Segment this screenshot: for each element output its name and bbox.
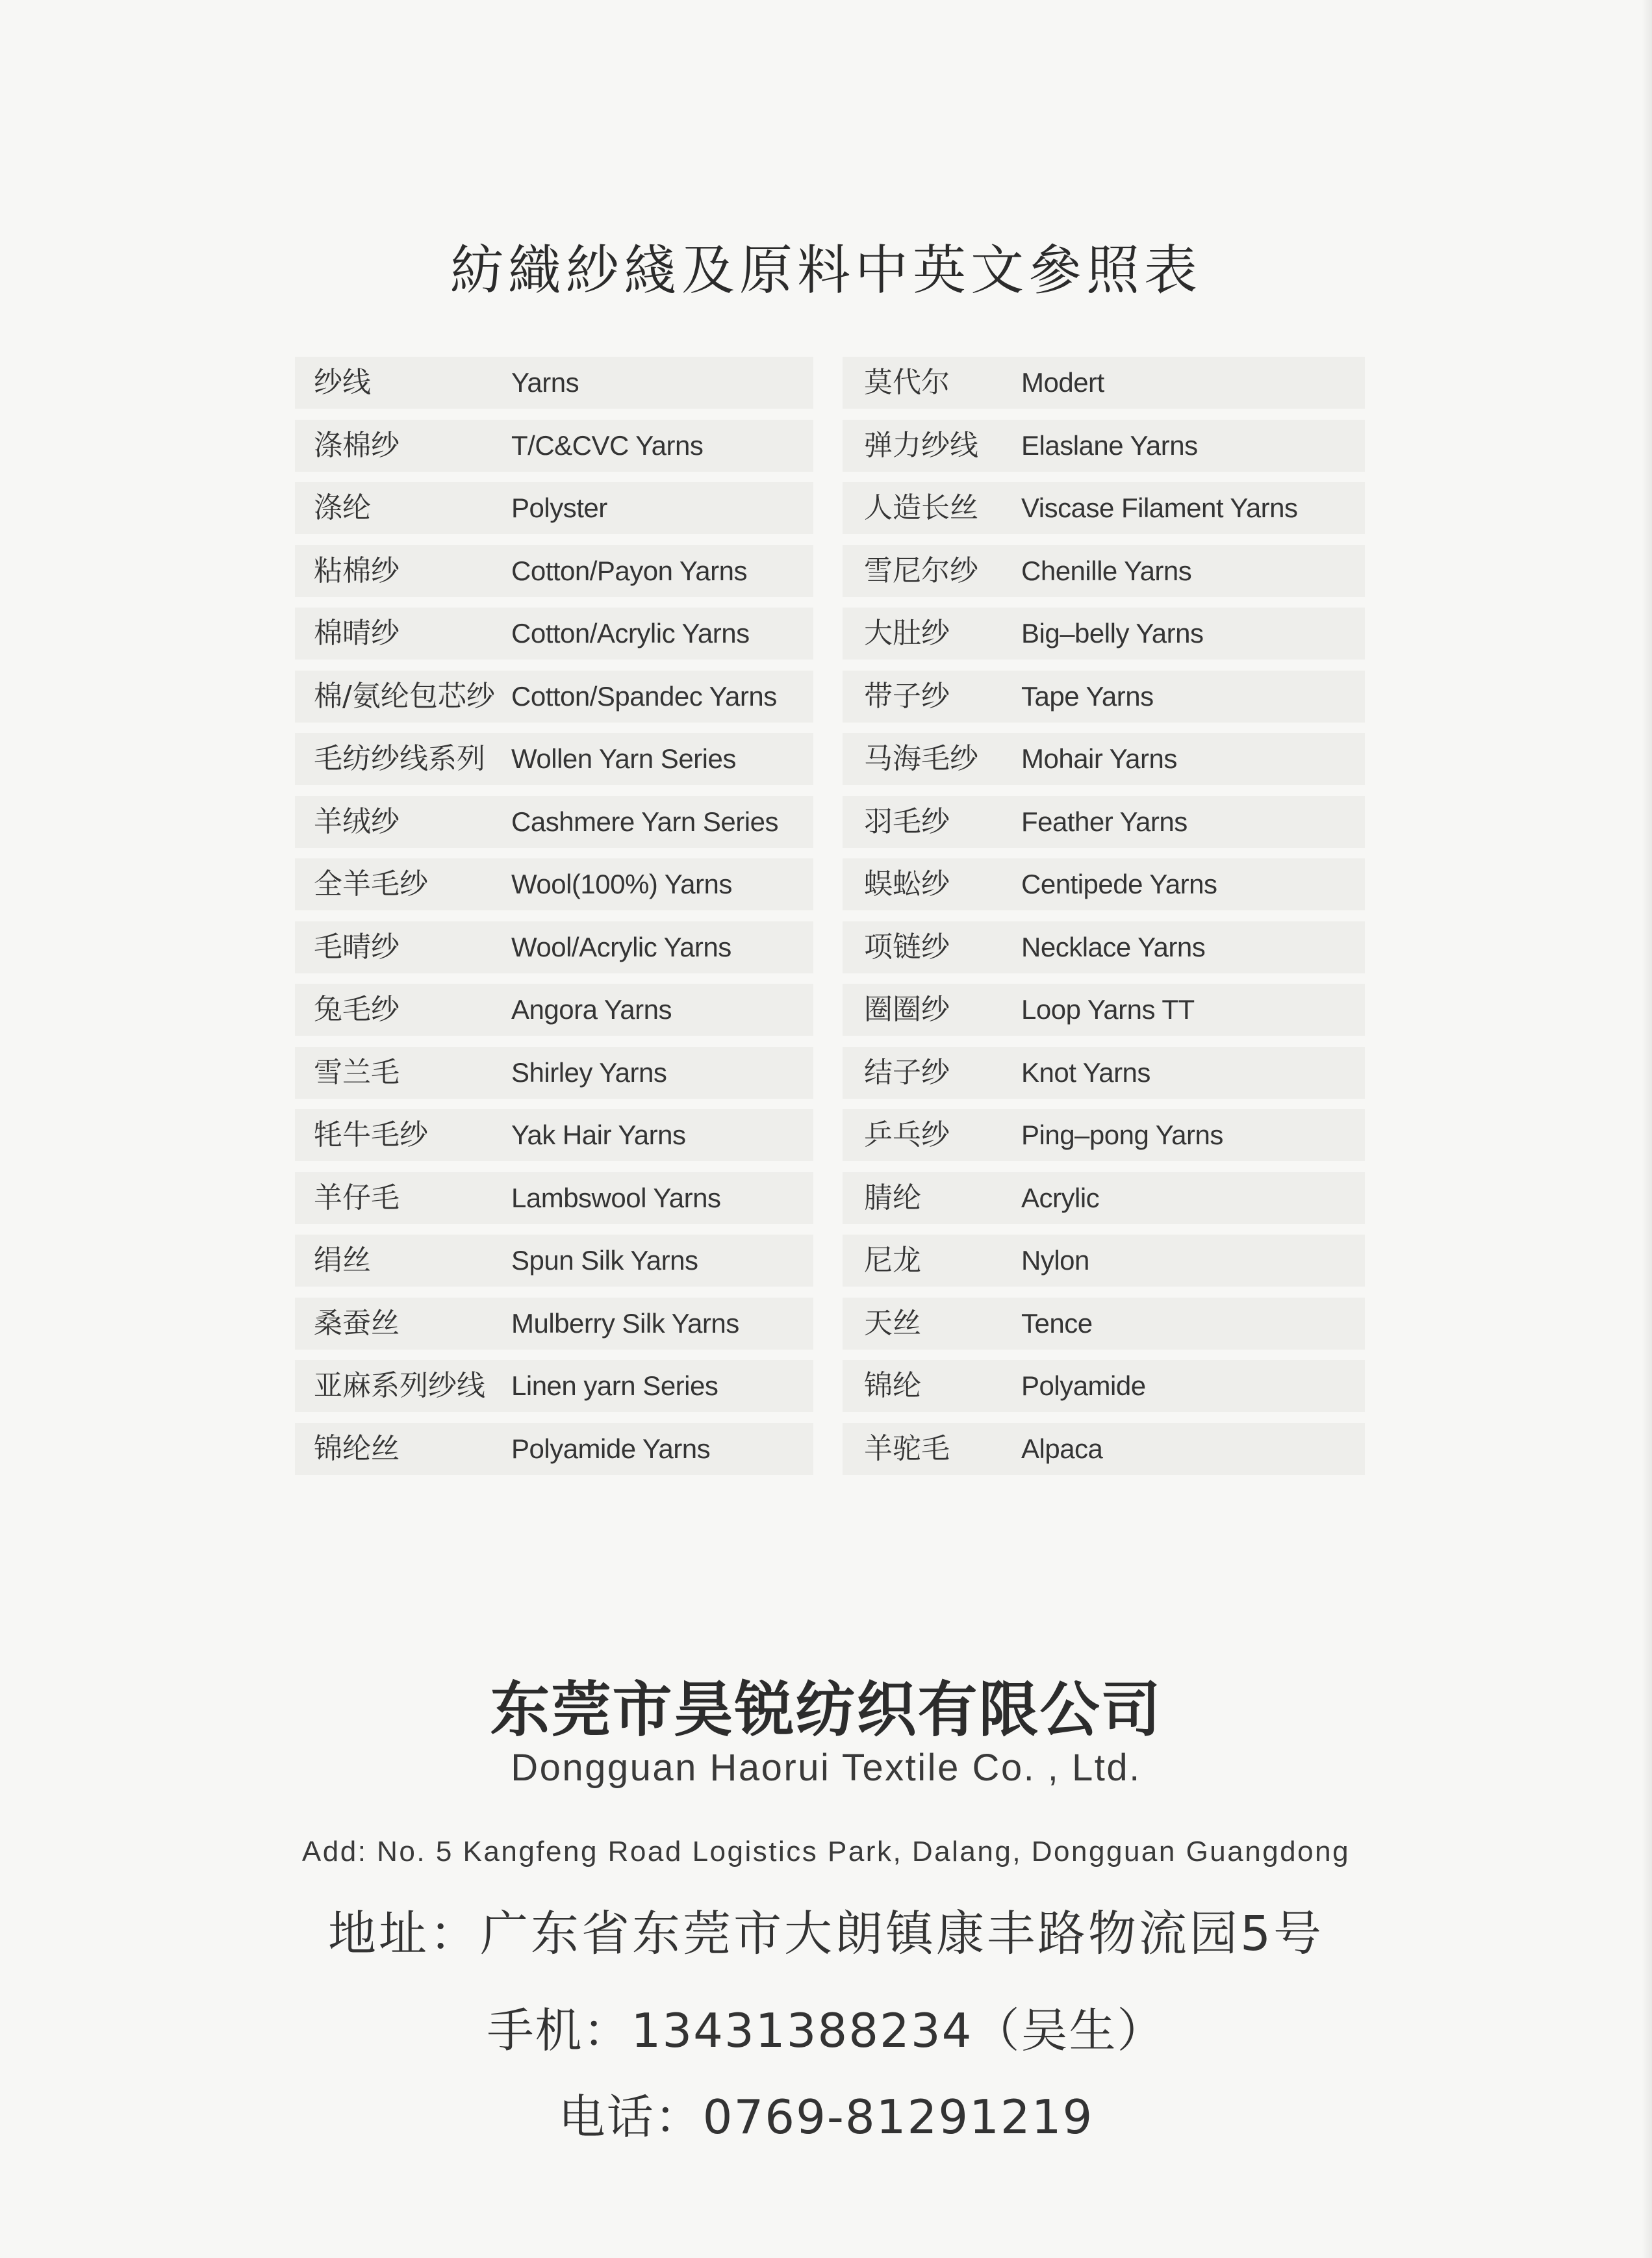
term-zh: 尼龙 — [864, 1244, 921, 1277]
term-en: Wool/Acrylic Yarns — [511, 931, 731, 962]
term-en: Yarns — [511, 367, 579, 398]
term-en: Wollen Yarn Series — [511, 743, 736, 774]
term-en: Polyamide Yarns — [511, 1433, 711, 1464]
term-en: Cotton/Spandec Yarns — [511, 680, 777, 712]
table-row — [295, 921, 813, 973]
table-row — [843, 921, 1365, 973]
term-zh: 全羊毛纱 — [314, 867, 428, 901]
term-en: Cashmere Yarn Series — [511, 806, 778, 837]
table-row — [295, 1235, 813, 1287]
table-row — [843, 1235, 1365, 1287]
term-en: Necklace Yarns — [1021, 931, 1206, 962]
term-zh: 结子纱 — [864, 1055, 950, 1089]
term-zh: 羊驼毛 — [864, 1431, 950, 1465]
term-en: Spun Silk Yarns — [511, 1245, 698, 1276]
term-en: Acrylic — [1021, 1182, 1100, 1213]
table-row — [295, 1360, 813, 1412]
table-row — [843, 545, 1365, 597]
term-zh: 兔毛纱 — [314, 993, 400, 1026]
term-zh: 圈圈纱 — [864, 993, 950, 1026]
table-row — [295, 420, 813, 472]
term-zh: 锦纶 — [864, 1369, 921, 1402]
term-en: Centipede Yarns — [1021, 869, 1217, 899]
table-row — [295, 1109, 813, 1161]
term-en: Polyster — [511, 493, 607, 523]
table-row — [843, 420, 1365, 472]
term-zh: 项链纱 — [864, 930, 950, 964]
table-row — [843, 984, 1365, 1036]
term-zh: 棉/氨纶包芯纱 — [314, 679, 495, 713]
term-en: T/C&CVC Yarns — [511, 430, 704, 461]
table-row — [843, 733, 1365, 785]
term-en: Big–belly Yarns — [1021, 618, 1204, 648]
table-row — [843, 796, 1365, 848]
term-zh: 锦纶丝 — [314, 1431, 400, 1465]
term-en: Wool(100%) Yarns — [511, 869, 732, 899]
term-zh: 毛晴纱 — [314, 930, 400, 964]
phone-number: 电话：0769-81291219 — [558, 2090, 1094, 2144]
page-title: 紡織紗綫及原料中英文參照表 — [450, 240, 1202, 301]
term-en: Lambswool Yarns — [511, 1182, 721, 1213]
term-zh: 乒乓纱 — [864, 1118, 950, 1151]
term-zh: 棉晴纱 — [314, 617, 400, 650]
table-row — [295, 482, 813, 534]
table-row — [843, 1047, 1365, 1099]
term-zh: 牦牛毛纱 — [314, 1118, 428, 1151]
company-name-en: Dongguan Haorui Textile Co. , Ltd. — [511, 1747, 1141, 1789]
company-name-zh: 东莞市昊锐纺织有限公司 — [490, 1675, 1162, 1745]
term-zh: 带子纱 — [864, 679, 950, 713]
term-zh: 毛纺纱线系列 — [314, 742, 485, 775]
table-row — [843, 357, 1365, 409]
term-zh: 羽毛纱 — [864, 804, 950, 838]
table-column-left — [295, 357, 813, 1485]
table-column-right — [843, 357, 1365, 1485]
term-en: Shirley Yarns — [511, 1057, 667, 1088]
term-en: Yak Hair Yarns — [511, 1120, 686, 1150]
term-zh: 雪尼尔纱 — [864, 554, 978, 587]
table-row — [295, 357, 813, 409]
table-row — [843, 1109, 1365, 1161]
address-en: Add: No. 5 Kangfeng Road Logistics Park, Dalang, Dongguan Guangdong — [301, 1836, 1351, 1867]
table-row — [843, 671, 1365, 723]
term-zh: 亚麻系列纱线 — [314, 1369, 485, 1402]
term-zh: 雪兰毛 — [314, 1055, 400, 1089]
term-en: Chenille Yarns — [1021, 555, 1192, 586]
table-row — [843, 1298, 1365, 1350]
term-en: Alpaca — [1021, 1433, 1103, 1464]
term-zh: 莫代尔 — [864, 366, 950, 399]
term-en: Elaslane Yarns — [1021, 430, 1198, 461]
term-en: Modert — [1021, 367, 1104, 398]
table-row — [843, 482, 1365, 534]
term-en: Tape Yarns — [1021, 680, 1154, 712]
term-zh: 羊仔毛 — [314, 1181, 400, 1214]
table-row — [295, 1172, 813, 1224]
term-zh: 绢丝 — [314, 1244, 371, 1277]
term-zh: 纱线 — [314, 366, 371, 399]
term-en: Loop Yarns TT — [1021, 994, 1195, 1025]
term-zh: 大肚纱 — [864, 617, 950, 650]
term-zh: 天丝 — [864, 1306, 921, 1340]
table-row — [843, 1423, 1365, 1475]
term-en: Viscase Filament Yarns — [1021, 493, 1298, 523]
term-en: Ping–pong Yarns — [1021, 1120, 1223, 1150]
term-en: Nylon — [1021, 1245, 1089, 1276]
term-zh: 涤棉纱 — [314, 428, 400, 462]
term-en: Mulberry Silk Yarns — [511, 1307, 739, 1339]
term-zh: 羊绒纱 — [314, 804, 400, 838]
table-row — [295, 545, 813, 597]
term-en: Knot Yarns — [1021, 1057, 1150, 1088]
table-row — [295, 1423, 813, 1475]
term-zh: 蜈蚣纱 — [864, 867, 950, 901]
term-en: Angora Yarns — [511, 994, 672, 1025]
address-zh: 地址：广东省东莞市大朗镇康丰路物流园5号 — [327, 1906, 1325, 1962]
term-en: Tence — [1021, 1307, 1093, 1339]
table-row — [843, 858, 1365, 910]
table-row — [295, 733, 813, 785]
table-row — [295, 608, 813, 660]
table-row — [295, 796, 813, 848]
term-en: Mohair Yarns — [1021, 743, 1177, 774]
term-en: Cotton/Payon Yarns — [511, 555, 748, 586]
term-zh: 涤纶 — [314, 491, 371, 524]
term-en: Feather Yarns — [1021, 806, 1188, 837]
term-zh: 马海毛纱 — [864, 742, 978, 775]
table-row — [295, 671, 813, 723]
term-zh: 弹力纱线 — [864, 428, 978, 462]
table-row — [843, 1172, 1365, 1224]
table-row — [295, 858, 813, 910]
term-en: Polyamide — [1021, 1370, 1146, 1401]
term-zh: 人造长丝 — [864, 491, 978, 524]
term-en: Cotton/Acrylic Yarns — [511, 618, 750, 648]
table-row — [295, 1047, 813, 1099]
term-zh: 腈纶 — [864, 1181, 921, 1214]
term-zh: 桑蚕丝 — [314, 1306, 400, 1340]
term-en: Linen yarn Series — [511, 1370, 718, 1401]
table-row — [295, 1298, 813, 1350]
table-row — [295, 984, 813, 1036]
table-row — [843, 1360, 1365, 1412]
mobile-number: 手机：13431388234（吴生） — [487, 2003, 1165, 2058]
table-row — [843, 608, 1365, 660]
term-zh: 粘棉纱 — [314, 554, 400, 587]
